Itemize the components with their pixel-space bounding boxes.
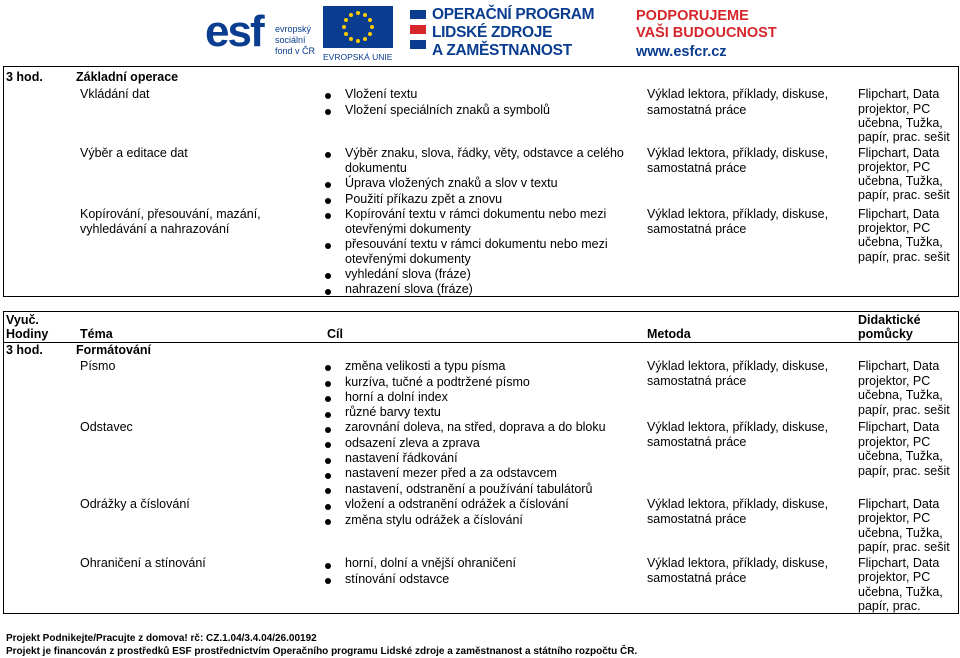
method-line: Výklad lektora, příklady, diskuse, [647, 146, 829, 160]
goal-item: nastavení mezer před a za odstavcem [345, 466, 557, 480]
goal-item: stínování odstavce [345, 572, 450, 586]
bullet [325, 109, 331, 115]
block2-title: Formátování [76, 343, 152, 357]
method-line: Výklad lektora, příklady, diskuse, [647, 207, 829, 221]
footer-project: Projekt Podnikejte/Pracujte z domova! rč: CZ.1.04/3.4.04/26.00192 [6, 633, 317, 644]
goal-item-cont: dokumentu [345, 161, 407, 175]
aids-line: Flipchart, Data [858, 420, 940, 434]
header-hours-1: Vyuč. [6, 313, 39, 327]
method-line: Výklad lektora, příklady, diskuse, [647, 497, 829, 511]
aids-line: papír, prac. sešit [858, 188, 950, 202]
method-line: Výklad lektora, příklady, diskuse, [647, 359, 829, 373]
method-line: Výklad lektora, příklady, diskuse, [647, 87, 829, 101]
goal-item: nastavení, odstranění a používání tabulátorů [345, 482, 593, 496]
aids-line: papír, prac. [858, 599, 921, 613]
goal-item: přesouvání textu v rámci dokumentu nebo mezi [345, 237, 608, 251]
method-line: samostatná práce [647, 374, 747, 388]
aids-line: Flipchart, Data [858, 359, 940, 373]
goal-item: nahrazení slova (fráze) [345, 282, 473, 296]
goal-item: Vložení textu [345, 87, 418, 101]
op-line1: OPERAČNÍ PROGRAM [432, 6, 595, 23]
esf-line2: sociální [275, 35, 306, 45]
aids-line: projektor, PC [858, 102, 931, 116]
topic-ohraniceni: Ohraničení a stínování [80, 556, 206, 570]
support-web: www.esfcr.cz [636, 44, 727, 60]
goal-item: zarovnání doleva, na střed, doprava a do bloku [345, 420, 606, 434]
aids-line: papír, prac. sešit [858, 250, 950, 264]
bullet [325, 273, 331, 279]
method-line: samostatná práce [647, 512, 747, 526]
aids-line: učebna, Tužka, [858, 116, 943, 130]
header-method: Metoda [647, 327, 691, 341]
aids-line: Flipchart, Data [858, 87, 940, 101]
bullet [325, 182, 331, 188]
topic-odrazky: Odrážky a číslování [80, 497, 190, 511]
aids-line: papír, prac. sešit [858, 540, 950, 554]
goal-item-cont: otevřenými dokumenty [345, 252, 471, 266]
goal-item: různé barvy textu [345, 405, 441, 419]
bullet [325, 213, 331, 219]
method-line: samostatná práce [647, 571, 747, 585]
bullet [325, 519, 331, 525]
eu-caption: EVROPSKÁ UNIE [323, 52, 393, 62]
aids-line: projektor, PC [858, 511, 931, 525]
goal-item: odsazení zleva a zprava [345, 436, 480, 450]
aids-line: učebna, Tužka, [858, 174, 943, 188]
aids-line: projektor, PC [858, 160, 931, 174]
goal-item: horní, dolní a vnější ohraničení [345, 556, 516, 570]
esf-line1: evropský [275, 24, 312, 34]
op-logo [408, 4, 623, 62]
bullet [325, 504, 331, 510]
aids-line: papír, prac. sešit [858, 130, 950, 144]
block1-hours: 3 hod. [6, 70, 43, 84]
aids-line: projektor, PC [858, 435, 931, 449]
topic-kopirovani: Kopírování, přesouvání, mazání, [80, 207, 261, 221]
topic-odstavec: Odstavec [80, 420, 133, 434]
goal-item: Vložení speciálních znaků a symbolů [345, 103, 550, 117]
support-logo [636, 4, 786, 62]
goal-item: vyhledání slova (fráze) [345, 267, 471, 281]
aids-line: Flipchart, Data [858, 207, 940, 221]
aids-line: učebna, Tužka, [858, 526, 943, 540]
bullet [325, 396, 331, 402]
goal-item: změna stylu odrážek a číslování [345, 513, 523, 527]
goal-item-cont: otevřenými dokumenty [345, 222, 471, 236]
goal-item: Úprava vložených znaků a slov v textu [345, 176, 558, 190]
goal-item: nastavení řádkování [345, 451, 458, 465]
bullet [325, 381, 331, 387]
goal-item: změna velikosti a typu písma [345, 359, 506, 373]
aids-line: projektor, PC [858, 221, 931, 235]
goal-item: Použití příkazu zpět a znovu [345, 192, 503, 206]
method-line: samostatná práce [647, 435, 747, 449]
goal-item: vložení a odstranění odrážek a číslování [345, 497, 569, 511]
support-line2: VAŠI BUDOUCNOST [636, 25, 777, 41]
aids-line: učebna, Tužka, [858, 388, 943, 402]
goal-item: Výběr znaku, slova, řádky, věty, odstavce a celého [345, 146, 624, 160]
aids-line: Flipchart, Data [858, 556, 940, 570]
bullet [325, 442, 331, 448]
bullet [325, 427, 331, 433]
topic-vkladani: Vkládání dat [80, 87, 150, 101]
header-aids-2: pomůcky [858, 327, 913, 341]
eu-flag-icon [323, 6, 393, 48]
method-line: samostatná práce [647, 103, 747, 117]
aids-line: učebna, Tužka, [858, 585, 943, 599]
bullet [325, 412, 331, 418]
bullet [325, 473, 331, 479]
method-line: samostatná práce [647, 161, 747, 175]
footer-funding: Projekt je financován z prostředků ESF prostřednictvím Operačního programu Lidské zdroje a zaměstnanost a státního rozpočtu ČR. [6, 646, 638, 657]
bullet [325, 93, 331, 99]
esf-letters: esf [205, 7, 263, 56]
goal-item: Kopírování textu v rámci dokumentu nebo mezi [345, 207, 607, 221]
support-line1: PODPORUJEME [636, 8, 749, 24]
bullet [325, 563, 331, 569]
aids-line: Flipchart, Data [858, 146, 940, 160]
topic-kopirovani-cont: vyhledávání a nahrazování [80, 222, 230, 236]
header-goal: Cíl [327, 327, 343, 341]
aids-line: projektor, PC [858, 374, 931, 388]
aids-line: učebna, Tužka, [858, 449, 943, 463]
aids-line: papír, prac. sešit [858, 464, 950, 478]
method-line: samostatná práce [647, 222, 747, 236]
op-mark-icon [408, 6, 430, 56]
block1-title: Základní operace [76, 70, 179, 84]
goal-item: kurzíva, tučné a podtržené písmo [345, 375, 530, 389]
method-line: Výklad lektora, příklady, diskuse, [647, 420, 829, 434]
block2-hours: 3 hod. [6, 343, 43, 357]
header-aids-1: Didaktické [858, 313, 921, 327]
goal-item: horní a dolní index [345, 390, 448, 404]
bullet [325, 289, 331, 295]
bullet [325, 458, 331, 464]
aids-line: papír, prac. sešit [858, 403, 950, 417]
header-hours-2: Hodiny [6, 327, 49, 341]
topic-pismo: Písmo [80, 359, 116, 373]
bullet [325, 578, 331, 584]
topic-vyber: Výběr a editace dat [80, 146, 188, 160]
bullet [325, 243, 331, 249]
aids-line: Flipchart, Data [858, 497, 940, 511]
bullet [325, 365, 331, 371]
op-line3: A ZAMĚSTNANOST [432, 42, 572, 59]
esf-line3: fond v ČR [275, 46, 316, 56]
bullet [325, 488, 331, 494]
bullet [325, 198, 331, 204]
header-topic: Téma [80, 327, 113, 341]
esf-logo [205, 2, 397, 62]
method-line: Výklad lektora, příklady, diskuse, [647, 556, 829, 570]
aids-line: učebna, Tužka, [858, 235, 943, 249]
op-line2: LIDSKÉ ZDROJE [432, 24, 553, 41]
aids-line: projektor, PC [858, 570, 931, 584]
bullet [325, 152, 331, 158]
